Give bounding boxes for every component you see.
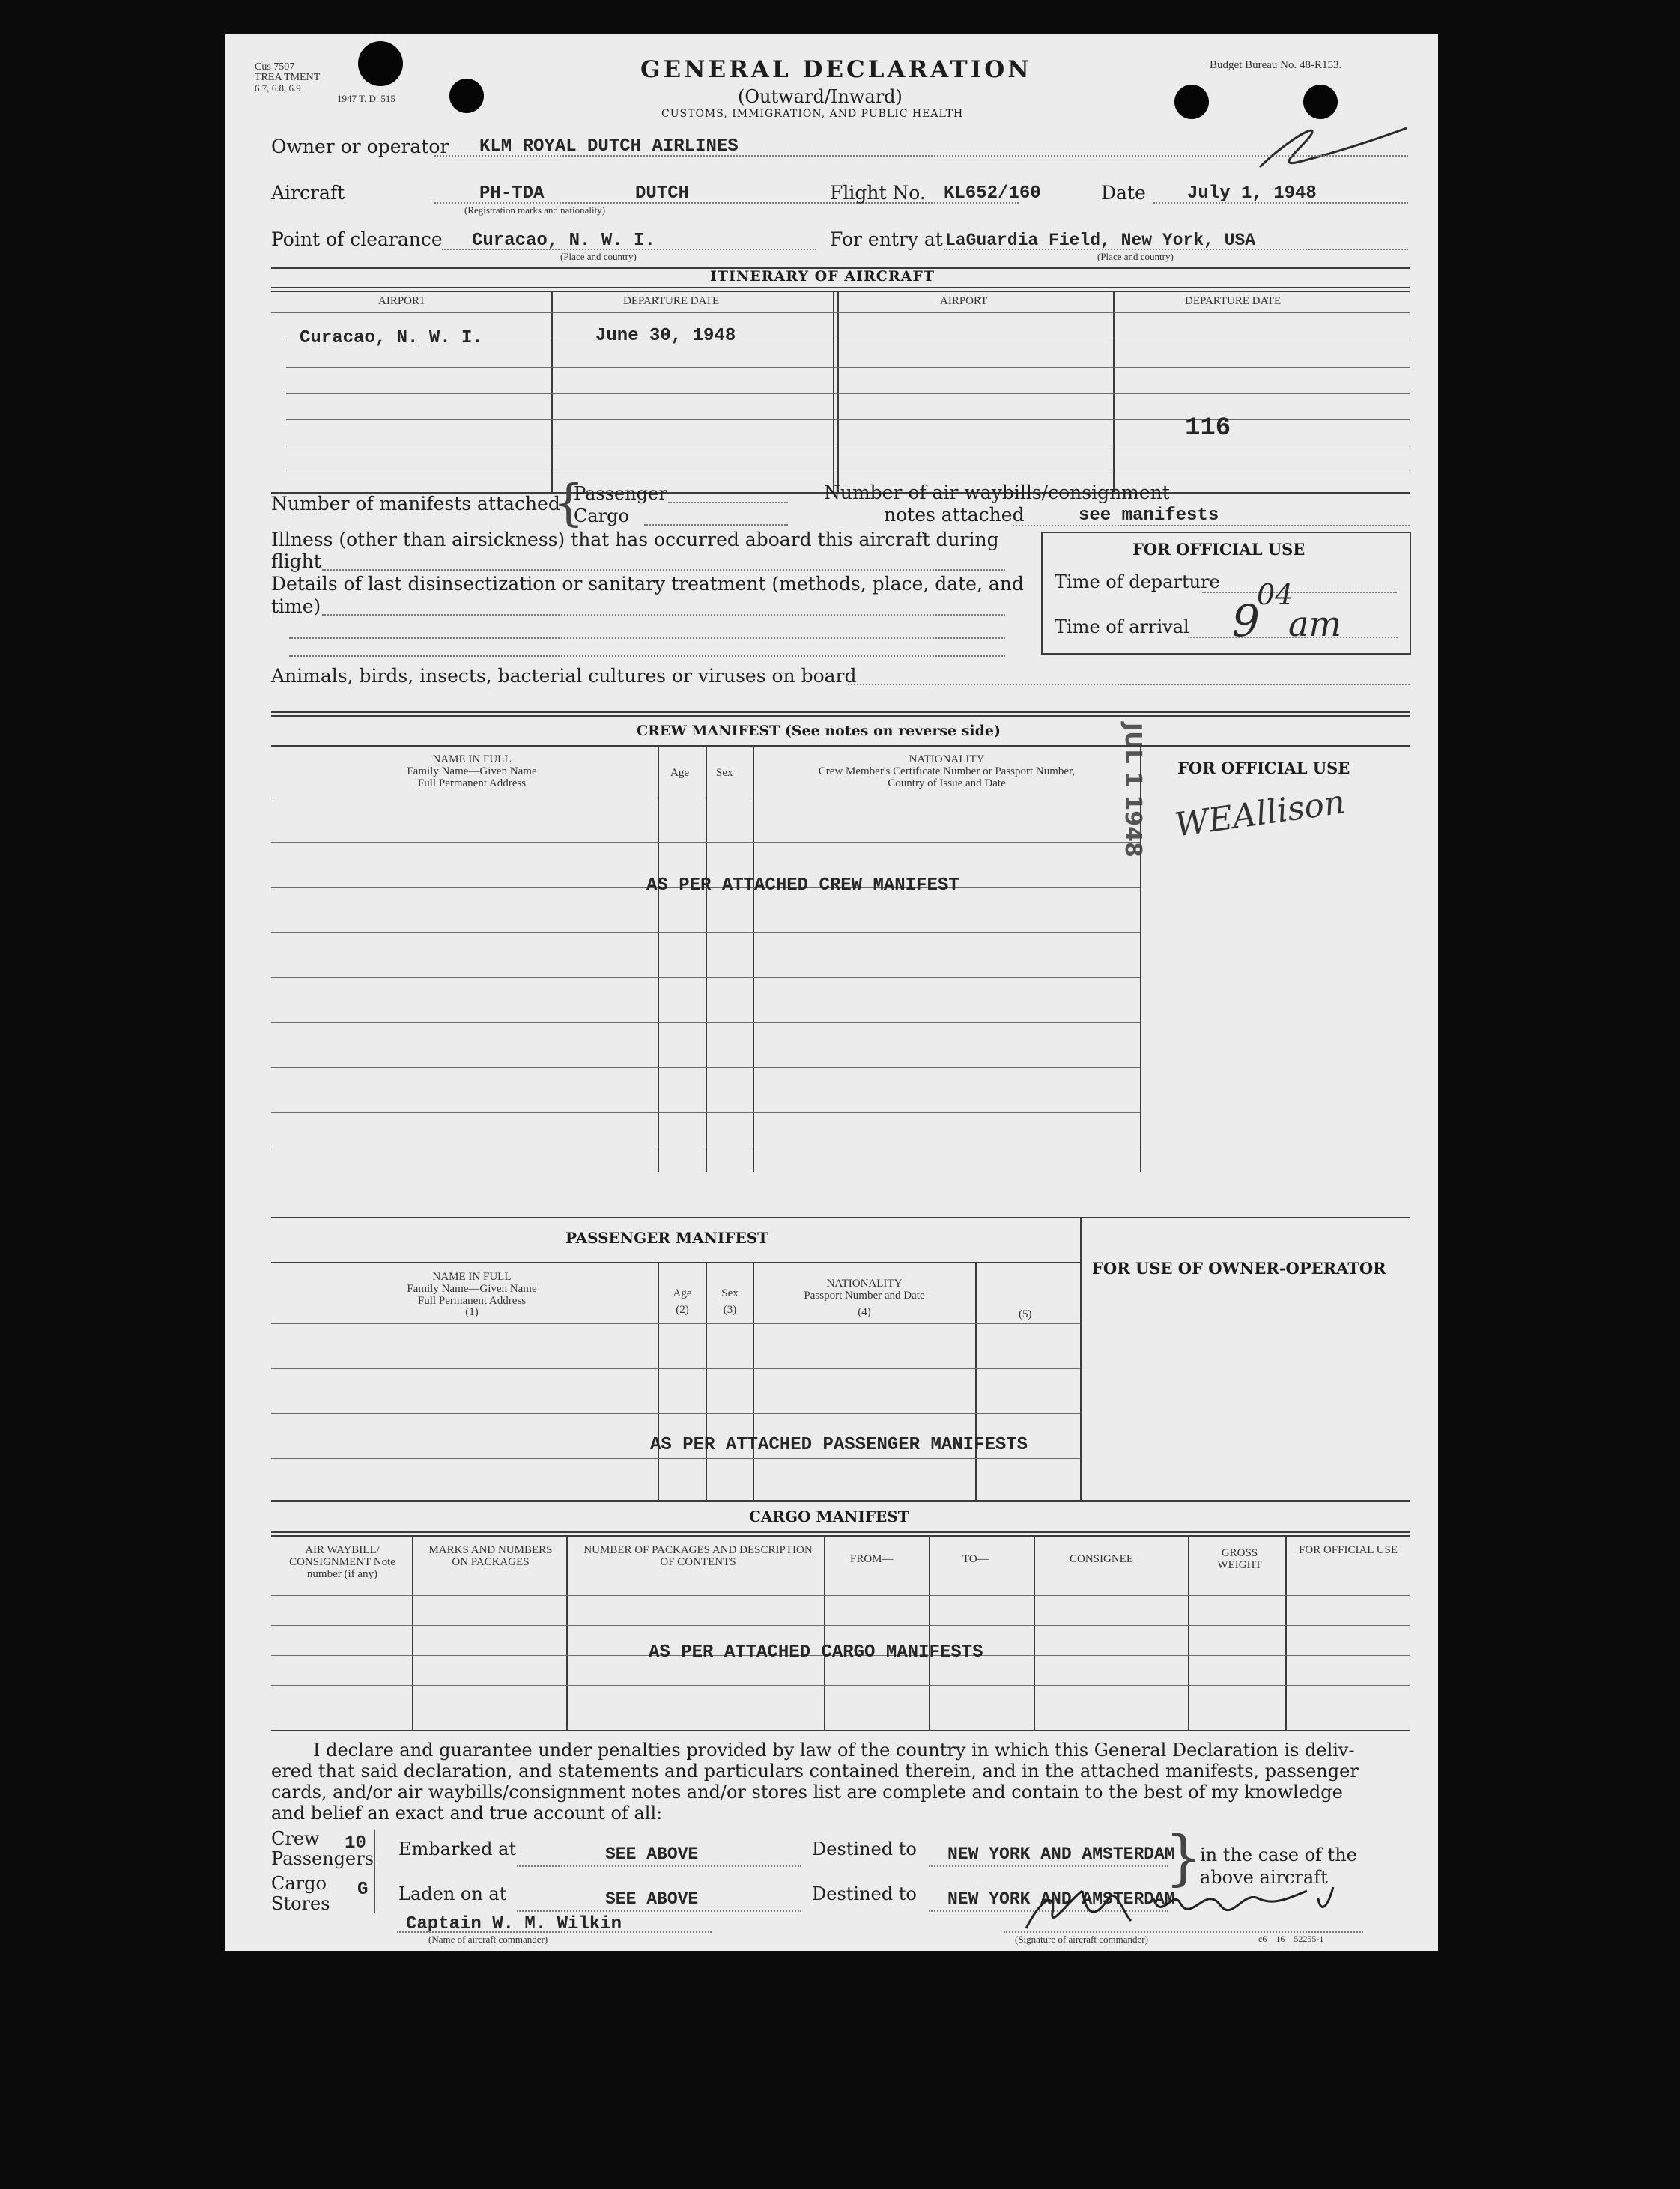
rule — [271, 291, 1410, 292]
destined-label-1: Destined to — [812, 1839, 917, 1859]
col-divider — [1285, 1535, 1287, 1731]
rule — [271, 745, 1410, 747]
form-subtitle: CUSTOMS, IMMIGRATION, AND PUBLIC HEALTH — [661, 108, 964, 120]
declaration-line-2: ered that said declaration, and statements and particulars contained therein, and in the attached manifests, passenger — [271, 1761, 1359, 1782]
rule — [271, 977, 1140, 978]
departure-line — [1202, 592, 1397, 593]
passengers-count-label: Passengers — [271, 1848, 374, 1869]
col-divider — [658, 745, 659, 1172]
col-divider — [833, 291, 834, 493]
punch-hole — [1303, 85, 1338, 119]
col-divider — [1113, 291, 1115, 493]
passenger-col-nat-2: Passport Number and Date — [804, 1289, 925, 1302]
clearance-label: Point of clearance — [271, 228, 443, 250]
entry-value: LaGuardia Field, New York, USA — [945, 231, 1256, 250]
passenger-col-name-2: Family Name—Given Name — [407, 1282, 537, 1295]
disinsect-label-2: time) — [271, 595, 321, 617]
brace-right: } — [1165, 1823, 1203, 1892]
entry-label: For entry at — [830, 228, 943, 250]
destined-line-1 — [929, 1865, 1168, 1867]
commander-name: Captain W. M. Wilkin — [406, 1914, 622, 1934]
commander-caption: (Name of aircraft commander) — [428, 1934, 548, 1945]
rule — [271, 1022, 1140, 1023]
col-divider — [1080, 1217, 1082, 1502]
waybills-label-2: notes attached — [884, 504, 1025, 526]
passenger-col-nat-num: (4) — [858, 1305, 871, 1318]
embarked-line — [517, 1865, 801, 1867]
crew-col-name-2: Family Name—Given Name — [407, 765, 537, 777]
cargo-col-to: TO— — [962, 1553, 989, 1565]
passenger-col-age-label: Age — [673, 1287, 692, 1299]
col-divider — [1140, 745, 1141, 1172]
declaration-line-1: I declare and guarantee under penalties provided by law of the country in which this General Declaration is deliv- — [313, 1740, 1355, 1761]
cargo-col-marks: MARKS AND NUMBERS ON PACKAGES — [428, 1544, 553, 1568]
passenger-col-name-1: NAME IN FULL — [432, 1271, 512, 1283]
stores-count: G — [357, 1880, 369, 1900]
departure-label: Time of departure — [1055, 571, 1220, 592]
declaration-line-3: cards, and/or air waybills/consignment notes and/or stores list are complete and contain to the best of my knowledge — [271, 1782, 1343, 1803]
cargo-label: Cargo — [574, 505, 629, 526]
crew-note: AS PER ATTACHED CREW MANIFEST — [646, 875, 959, 896]
itinerary-col-date-2: DEPARTURE DATE — [1185, 295, 1282, 307]
col-divider — [1034, 1535, 1035, 1731]
cargo-col-official: FOR OFFICIAL USE — [1299, 1544, 1398, 1556]
punch-hole — [1174, 85, 1209, 119]
col-divider — [412, 1535, 413, 1731]
disinsect-line — [322, 614, 1005, 616]
embarked-value: SEE ABOVE — [605, 1845, 699, 1864]
arrival-unit: am — [1288, 604, 1342, 644]
above-aircraft-label: above aircraft — [1200, 1867, 1328, 1888]
rule — [271, 1531, 1410, 1533]
laden-label: Laden on at — [398, 1883, 507, 1904]
passenger-col-age-num: (2) — [676, 1303, 689, 1316]
rule — [271, 1323, 1080, 1324]
itinerary-title: ITINERARY OF AIRCRAFT — [710, 268, 935, 285]
rule — [286, 419, 1410, 420]
itinerary-col-airport: AIRPORT — [378, 295, 426, 307]
rule — [271, 1413, 1080, 1414]
date-label: Date — [1101, 182, 1146, 204]
illness-label: Illness (other than airsickness) that has occurred aboard this aircraft during — [271, 529, 999, 550]
official-title: FOR OFFICIAL USE — [1132, 540, 1306, 559]
stores-count-label: Stores — [271, 1893, 330, 1914]
animals-label: Animals, birds, insects, bacterial cultures or viruses on board — [271, 665, 857, 687]
print-code: c6—16—52255-1 — [1258, 1934, 1324, 1944]
crew-col-nat-3: Country of Issue and Date — [888, 777, 1006, 789]
official-initials: WEAllison — [1172, 783, 1348, 845]
rule — [286, 367, 1410, 368]
passenger-col-sex — [707, 1288, 753, 1317]
crew-col-sex: Sex — [716, 767, 733, 779]
form-ref: 1947 T. D. 515 — [337, 93, 395, 104]
animals-line — [848, 684, 1410, 685]
form-title: GENERAL DECLARATION — [640, 56, 1032, 83]
form-direction: (Outward/Inward) — [738, 86, 903, 107]
crew-col-nat-1: NATIONALITY — [909, 753, 985, 765]
date-value: July 1, 1948 — [1187, 183, 1317, 204]
rule — [271, 842, 1140, 843]
clearance-value: Curacao, N. W. I. — [472, 231, 655, 251]
crew-col-name-1: NAME IN FULL — [432, 753, 512, 765]
col-divider — [706, 745, 707, 1172]
punch-hole — [358, 41, 403, 86]
passenger-col-nationality — [753, 1278, 975, 1318]
disinsect-line-2 — [289, 637, 1005, 639]
cargo-col-weight: GROSS WEIGHT — [1217, 1547, 1262, 1571]
col-divider — [753, 745, 754, 1172]
col-divider — [824, 1535, 825, 1731]
passenger-col-sex-num: (3) — [723, 1303, 737, 1316]
rule — [271, 1262, 1080, 1263]
disinsect-line-3 — [289, 655, 1005, 657]
clearance-caption: (Place and country) — [560, 251, 637, 262]
destined-value-1: NEW YORK AND AMSTERDAM — [947, 1845, 1175, 1864]
crew-count-label: Crew — [271, 1828, 320, 1849]
passenger-col-nat-1: NATIONALITY — [826, 1278, 903, 1290]
declaration-line-4: and belief an exact and true account of all: — [271, 1803, 663, 1824]
col-divider — [975, 1262, 977, 1502]
crew-title: CREW MANIFEST (See notes on reverse side) — [637, 723, 1001, 739]
col-divider — [1188, 1535, 1189, 1731]
rule — [271, 1685, 1410, 1686]
owner-value: KLM ROYAL DUTCH AIRLINES — [479, 136, 739, 157]
passenger-line — [668, 502, 788, 503]
rule — [271, 1458, 1080, 1459]
col-divider — [929, 1535, 930, 1731]
flight-value: KL652/160 — [944, 183, 1041, 204]
laden-line — [517, 1910, 801, 1912]
col-divider — [837, 291, 839, 493]
destined-label-2: Destined to — [812, 1883, 917, 1904]
col-divider — [374, 1830, 375, 1913]
illness-line — [322, 569, 1005, 571]
col-divider — [551, 291, 553, 493]
commander-line — [397, 1931, 712, 1933]
embarked-label: Embarked at — [398, 1839, 517, 1859]
passenger-col-five: (5) — [1019, 1308, 1032, 1320]
itinerary-date-1: June 30, 1948 — [595, 326, 736, 346]
passenger-title: PASSENGER MANIFEST — [565, 1229, 769, 1247]
cargo-count-label: Cargo — [271, 1873, 327, 1894]
crew-col-age: Age — [670, 767, 689, 779]
crew-col-nat-2: Crew Member's Certificate Number or Passport Number, — [818, 765, 1076, 777]
rule — [271, 932, 1140, 933]
rule — [286, 393, 1410, 394]
entry-caption: (Place and country) — [1097, 251, 1174, 262]
rule — [271, 1067, 1140, 1068]
passenger-col-name — [285, 1272, 659, 1319]
passenger-note: AS PER ATTACHED PASSENGER MANIFESTS — [650, 1435, 1028, 1455]
form-code: Cus 7507 — [255, 61, 295, 73]
owner-use-label: FOR USE OF OWNER-OPERATOR — [1092, 1259, 1386, 1278]
budget-number: Budget Bureau No. 48-R153. — [1210, 59, 1342, 71]
owner-label: Owner or operator — [271, 136, 449, 157]
rule — [271, 1217, 1410, 1218]
itinerary-col-date: DEPARTURE DATE — [623, 295, 720, 307]
itinerary-stamp-number: 116 — [1185, 414, 1231, 443]
col-divider — [566, 1535, 568, 1731]
aircraft-caption: (Registration marks and nationality) — [464, 204, 606, 216]
flight-label: Flight No. — [830, 182, 926, 204]
crew-col-name — [285, 754, 659, 789]
passenger-label: Passenger — [574, 483, 667, 504]
punch-hole — [449, 79, 484, 113]
date-stamp: JUL 1 1948 — [1120, 723, 1146, 857]
passenger-col-name-num: (1) — [465, 1306, 479, 1319]
rule — [271, 1535, 1410, 1537]
waybills-value: see manifests — [1079, 505, 1219, 526]
cargo-note: AS PER ATTACHED CARGO MANIFESTS — [649, 1642, 983, 1663]
illness-label-2: flight — [271, 550, 321, 572]
arrival-minutes: 04 — [1257, 578, 1294, 611]
itinerary-col-airport-2: AIRPORT — [940, 295, 988, 307]
rule — [271, 1625, 1410, 1626]
manifests-label: Number of manifests attached — [271, 493, 560, 514]
passenger-col-age — [659, 1288, 706, 1317]
cargo-col-waybill: AIR WAYBILL/ CONSIGNMENT Note number (if any) — [289, 1544, 395, 1580]
cargo-col-consignee: CONSIGNEE — [1070, 1553, 1133, 1565]
brace: { — [553, 474, 584, 532]
passenger-col-sex-label: Sex — [721, 1287, 739, 1299]
rule — [271, 711, 1410, 713]
passengers-count: 10 — [345, 1833, 366, 1853]
form-articles: 6.7, 6.8, 6.9 — [255, 82, 301, 94]
cargo-title: CARGO MANIFEST — [749, 1508, 909, 1525]
in-case-label: in the case of the — [1200, 1845, 1357, 1865]
aircraft-nationality: DUTCH — [635, 183, 690, 204]
rule — [271, 287, 1410, 288]
declaration-form — [225, 34, 1438, 1951]
rule — [271, 1595, 1410, 1596]
rule — [271, 1730, 1410, 1731]
rule — [271, 1112, 1140, 1113]
disinsect-label: Details of last disinsectization or sanitary treatment (methods, place, date, and — [271, 573, 1024, 595]
signature-line — [1004, 1931, 1363, 1933]
crew-col-name-3: Full Permanent Address — [417, 777, 527, 789]
arrival-label: Time of arrival — [1055, 616, 1189, 637]
signature-caption: (Signature of aircraft commander) — [1015, 1934, 1148, 1945]
cargo-col-packages: NUMBER OF PACKAGES AND DESCRIPTION OF CONTENTS — [583, 1544, 813, 1568]
cargo-line — [644, 524, 788, 526]
crew-col-official: FOR OFFICIAL USE — [1177, 759, 1350, 777]
aircraft-label: Aircraft — [271, 182, 345, 204]
crew-col-nationality — [753, 754, 1140, 789]
rule — [271, 715, 1410, 717]
form-agency: TREA TMENT — [255, 72, 321, 83]
rule — [271, 1500, 1410, 1502]
destined-value-2: NEW YORK AND AMSTERDAM — [947, 1889, 1175, 1909]
passenger-col-name-3: Full Permanent Address — [417, 1294, 527, 1307]
rule — [271, 1368, 1080, 1369]
cargo-col-from: FROM— — [850, 1553, 894, 1565]
laden-value: SEE ABOVE — [605, 1889, 699, 1909]
waybills-label: Number of air waybills/consignment — [824, 482, 1170, 503]
aircraft-reg: PH-TDA — [479, 183, 545, 204]
itinerary-airport-1: Curacao, N. W. I. — [300, 328, 483, 348]
arrival-hour: 9 — [1232, 595, 1260, 646]
rule — [271, 312, 1410, 313]
